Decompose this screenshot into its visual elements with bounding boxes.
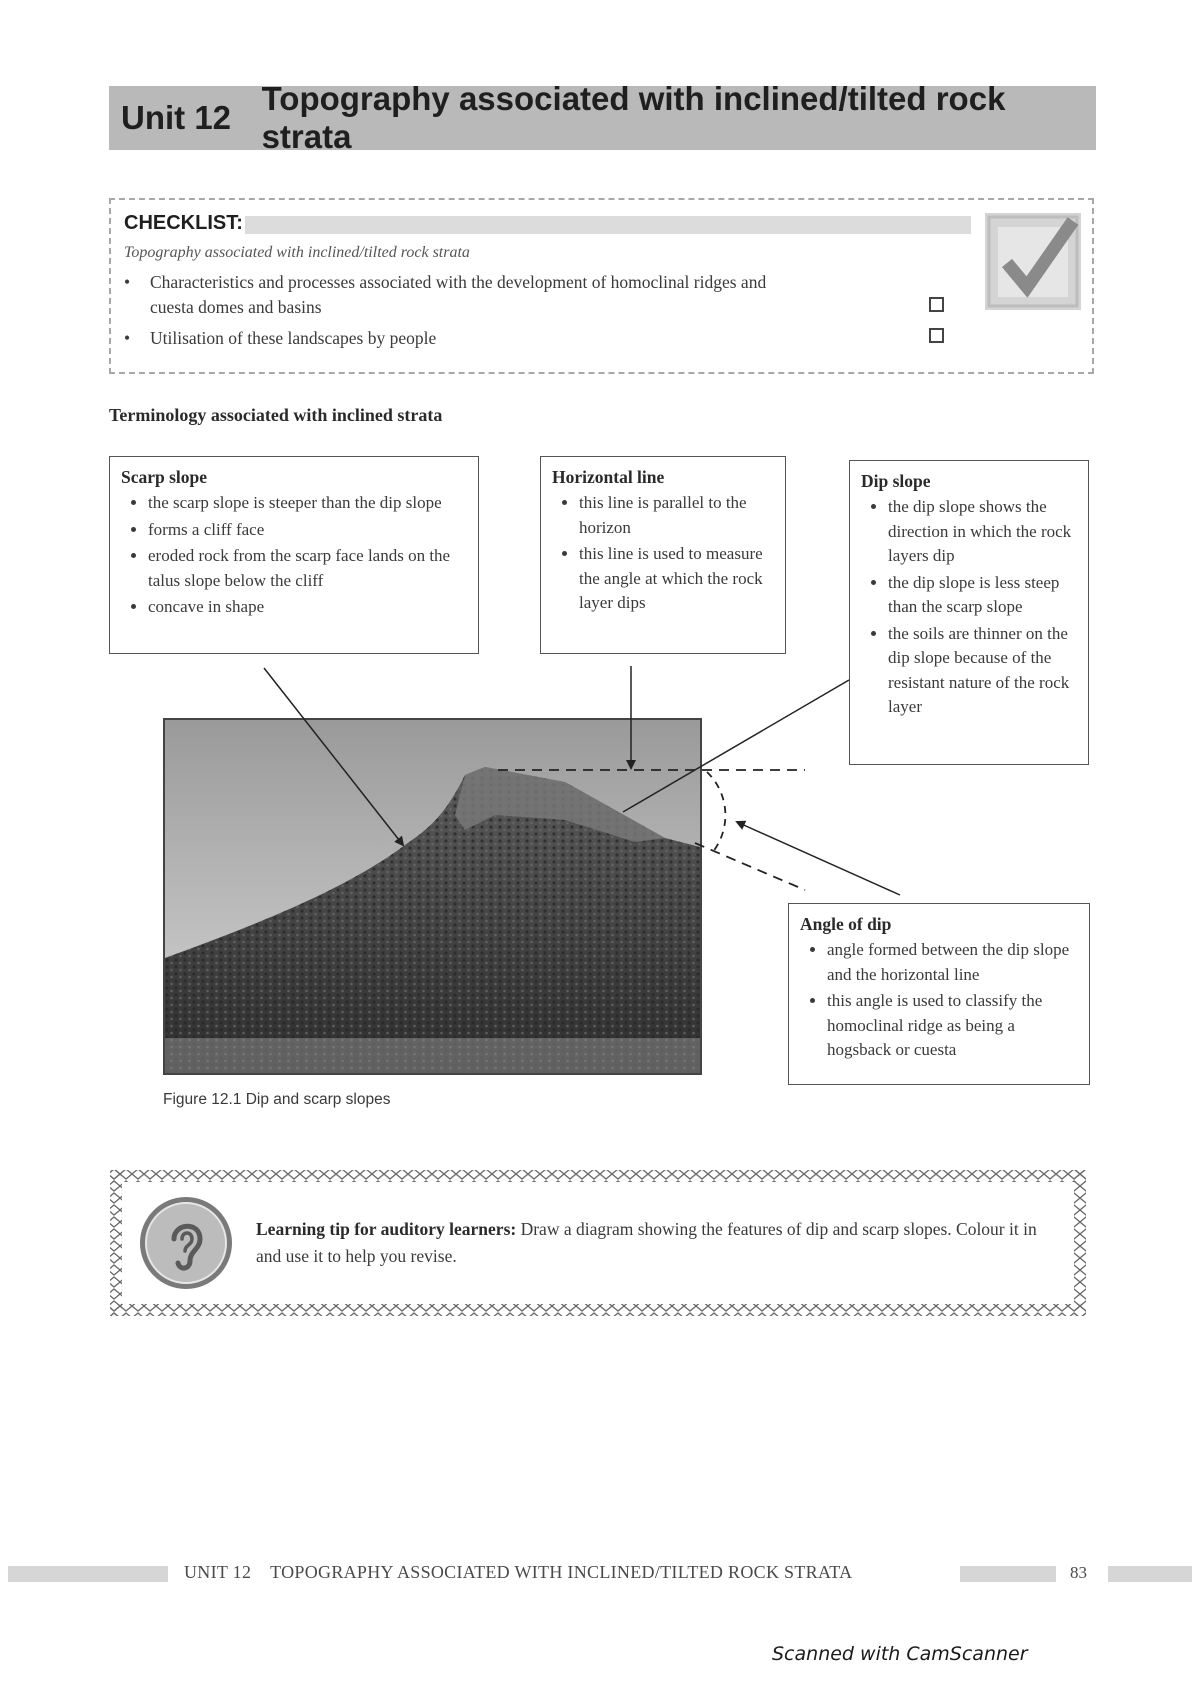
terminology-heading: Terminology associated with inclined strata — [109, 405, 443, 425]
scarp-slope-title: Scarp slope — [121, 467, 208, 487]
list-item: • the dip slope is less steep than the scarp slope — [888, 571, 1078, 620]
horizontal-line-title: Horizontal line — [552, 467, 665, 487]
list-item: • the soils are thinner on the dip slope because of the resistant nature of the rock layer — [888, 622, 1078, 720]
page-number: 83 — [1070, 1563, 1087, 1582]
footer-bar-left — [8, 1566, 168, 1582]
list-item: • angle formed between the dip slope and the horizontal line — [827, 938, 1079, 987]
ear-icon — [138, 1195, 234, 1291]
page-footer — [0, 1562, 1200, 1586]
footer-bar-mid — [960, 1566, 1056, 1582]
list-item: • eroded rock from the scarp face lands on the talus slope below the cliff — [148, 544, 468, 593]
list-item: • the scarp slope is steeper than the dip slope — [148, 491, 468, 516]
learning-tip-body: Draw a diagram showing the features of dip and scarp slopes. Colour it in and use it to help you revise. — [256, 1219, 1037, 1266]
checklist-subtitle: Topography associated with inclined/tilted rock strata — [124, 244, 470, 261]
list-item: • forms a cliff face — [148, 518, 468, 543]
scanner-watermark: Scanned with CamScanner — [772, 1643, 1028, 1665]
footer-text: UNIT 12 TOPOGRAPHY ASSOCIATED WITH INCLINED/TILTED ROCK STRATA — [184, 1562, 853, 1582]
angle-of-dip-box — [788, 903, 1090, 1085]
list-item: • the dip slope shows the direction in which the rock layers dip — [888, 495, 1078, 569]
list-item: • this line is parallel to the horizon — [579, 491, 775, 540]
checklist-heading: CHECKLIST: — [124, 212, 243, 234]
list-item: • concave in shape — [148, 595, 468, 620]
learning-tip-label: Learning tip for auditory learners: — [256, 1219, 517, 1239]
list-item: • this line is used to measure the angle at which the rock layer dips — [579, 542, 775, 616]
checklist-item: • Utilisation of these landscapes by people — [124, 328, 437, 348]
dip-slope-title: Dip slope — [861, 471, 931, 491]
figure-caption: Figure 12.1 Dip and scarp slopes — [163, 1091, 391, 1108]
page-title: Topography associated with inclined/tilted rock strata — [261, 80, 1006, 155]
learning-tip-text — [256, 1216, 1066, 1270]
checklist-item: • Characteristics and processes associated with the development of homoclinal ridges and cuesta domes and basins — [124, 272, 767, 317]
learning-tip-box — [108, 1168, 1088, 1318]
list-item: • this angle is used to classify the homoclinal ridge as being a hogsback or cuesta — [827, 989, 1079, 1063]
unit-number: Unit 12 — [121, 99, 232, 136]
angle-of-dip-title: Angle of dip — [800, 914, 892, 934]
footer-bar-right — [1108, 1566, 1192, 1582]
